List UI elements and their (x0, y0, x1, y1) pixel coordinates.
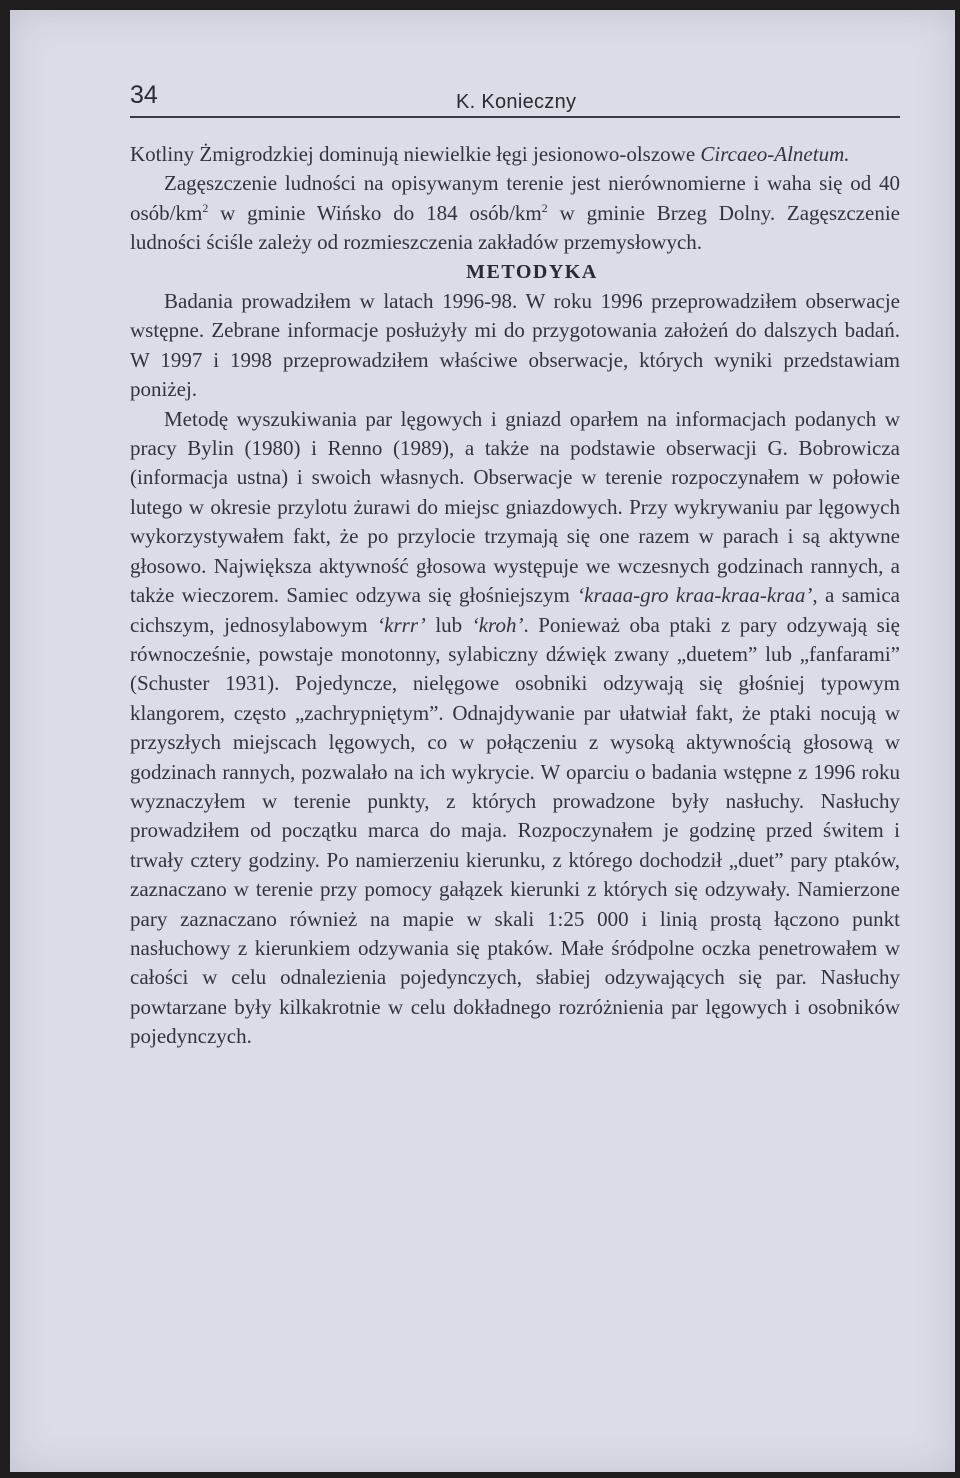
book-page (10, 10, 955, 1472)
female-call-2: ‘kroh’ (471, 612, 524, 637)
running-head-author: K. Konieczny (456, 91, 577, 113)
male-call: ‘kraaa-gro kraa-kraa-kraa’ (577, 583, 813, 608)
female-call-1: ‘krrr’ (377, 612, 426, 637)
species-name: Circaeo-Alnetum. (700, 142, 850, 166)
body-text (130, 140, 900, 1052)
intro-paragraph-population: Zagęszczenie ludności na opisywanym terenie jest nierównomierne i waha się od 40 osób/$km^2$ w gminie Wińsko do 184 osób/$km^2$ w gminie Brzeg Dolny. Zagęszczenie ludności ściśle zależy od rozmieszczenia zakładów przemysłowych. (130, 171, 900, 255)
intro-paragraph-continued: Kotliny Żmigrodzkiej dominują niewielkie łęgi jesionowo-olszowe Circaeo-Alnetum. (130, 142, 850, 166)
section-heading-metodyka: METODYKA (466, 260, 598, 283)
methods-paragraph-1: Badania prowadziłem w latach 1996-98. W roku 1996 przeprowadziłem obserwacje wstępne. Zebrane informacje posłużyły mi do przygotowania założeń do dalszych badań. W 1997 i 1998 przeprowadziłem właściwe obserwacje, których wyniki przedstawiam poniżej. (130, 289, 900, 402)
page-number: 34 (130, 81, 158, 109)
methods-paragraph-2: Metodę wyszukiwania par lęgowych i gniazd oparłem na informacjach podanych w pracy Bylin (1980) i Renno (1989), a także na podstawie obserwacji G. Bobrowicza (informacja ustna) i swoich własnych. Obserwacje w terenie rozpoczynałem w połowie lutego w okresie przylotu żurawi do miejsc gniazdowych. Przy wykrywaniu par lęgowych wykorzystywałem fakt, że po przylocie trzymają się one razem w parach i są aktywne głosowo. Największa aktywność głosowa występuje we wczesnych godzinach rannych, a także wieczorem. Samiec odzywa się głośniejszym ‘kraaa-gro kraa-kraa-kraa’, a samica cichszym, jednosylabowym ‘krrr’ lub ‘kroh’. Ponieważ oba ptaki z pary odzywają się równocześnie, powstaje monotonny, sylabiczny dźwięk zwany „duetem” lub „fanfarami” (Schuster 1931). Pojedyncze, nielęgowe osobniki odzywają się głośniej typowym klangorem, często „zachrypniętym”. Odnajdywanie par ułatwiał fakt, że ptaki nocują w przyszłych miejscach lęgowych, co w połączeniu z wysoką aktywnością głosową w godzinach rannych, pozwalało na ich wykrycie. W oparciu o badania wstępne z 1996 roku wyznaczyłem w terenie punkty, z których prowadzone były nasłuchy. Nasłuchy prowadziłem od początku marca do maja. Rozpoczynałem je godzinę przed świtem i trwały cztery godziny. Po namierzeniu kierunku, z którego dochodził „duet” pary ptaków, zaznaczano w terenie przy pomocy gałązek kierunki z których się odzywały. Namierzone pary zaznaczano również na mapie w skali 1:25 000 i linią prostą łączono punkt nasłuchowy z kierunkiem odzywania się ptaków. Małe śródpolne oczka penetrowałem w całości w celu odnalezienia pojedynczych, słabiej odzywających się par. Nasłuchy powtarzane były kilkakrotnie w celu dokładnego rozróżnienia par lęgowych i osobników pojedynczych. (130, 406, 900, 1049)
page-header (130, 76, 900, 118)
